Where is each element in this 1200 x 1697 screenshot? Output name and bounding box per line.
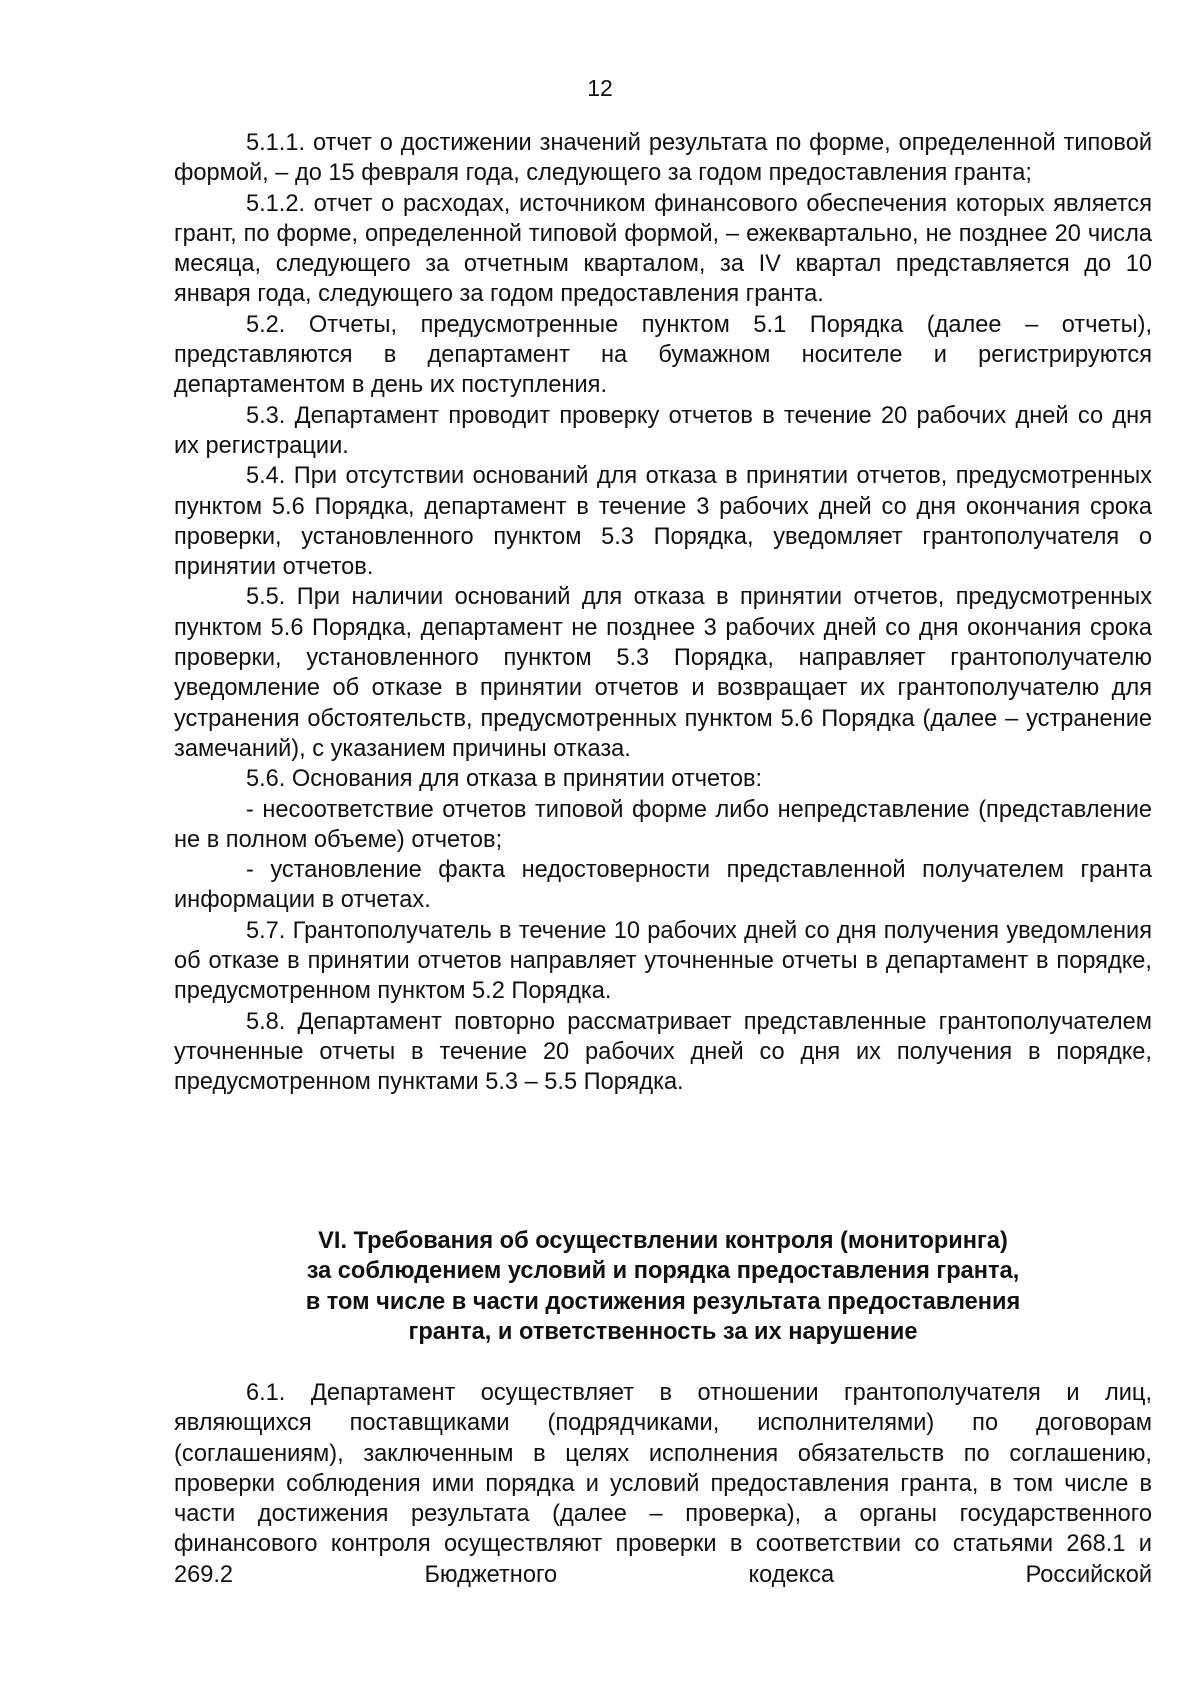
paragraph-5-2: 5.2. Отчеты, предусмотренные пунктом 5.1 Порядка (далее – отчеты), представляются в департамент на бумажном носителе и регистрируются департаментом в день их поступления. xyxy=(174,311,1152,399)
heading-line-2: за соблюдением условий и порядка предоставления гранта, xyxy=(306,1258,1020,1285)
paragraph-6-1: 6.1. Департамент осуществляет в отношении грантополучателя и лиц, являющихся поставщиками (подрядчиками, исполнителями) по договорам (соглашениям), заключенным в целях исполнения обязательств по соглашению, проверки соблюдения ими порядка и условий предоставления гранта, в том числе в части достижения результата (далее – проверка), а органы государственного финансового контроля осуществляют проверки в соответствии со статьями 268.1 и 269.2 Бюджетного кодекса Российской xyxy=(174,1380,1152,1588)
paragraph-5-8: 5.8. Департамент повторно рассматривает представленные грантополучателем уточненные отчеты в течение 20 рабочих дней со дня их получения в порядке, предусмотренном пунктами 5.3 – 5.5 Порядка. xyxy=(174,1008,1152,1096)
paragraph-5-4: 5.4. При отсутствии оснований для отказа в принятии отчетов, предусмотренных пунктом 5.6 Порядка, департамент в течение 3 рабочих дней со дня окончания срока проверки, установленного пунктом 5.3 Порядка, уведомляет грантополучателя о принятии отчетов. xyxy=(174,463,1152,581)
heading-line-3: в том числе в части достижения результата предоставления xyxy=(305,1288,1021,1315)
paragraph-5-5: 5.5. При наличии оснований для отказа в принятии отчетов, предусмотренных пунктом 5.6 Порядка, департамент не позднее 3 рабочих дней со дня окончания срока проверки, установленного пунктом 5.3 Порядка, направляет грантополучателю уведомление об отказе в принятии отчетов и возвращает их грантополучателю для устранения обстоятельств, предусмотренных пунктом 5.6 Порядка (далее – устранение замечаний), с указанием причины отказа. xyxy=(174,584,1152,762)
section-6-body xyxy=(174,1378,1152,1590)
section-6-heading xyxy=(174,1226,1152,1347)
heading-line-4: гранта, и ответственность за их нарушение xyxy=(408,1318,918,1345)
paragraph-5-1-1: 5.1.1. отчет о достижении значений результата по форме, определенной типовой формой, – до 15 февраля года, следующего за годом предоставления гранта; xyxy=(174,130,1152,187)
paragraph-5-6-item-1: - несоответствие отчетов типовой форме либо непредставление (представление не в полном объеме) отчетов; xyxy=(174,796,1152,853)
paragraph-5-6: 5.6. Основания для отказа в принятии отчетов: xyxy=(246,766,763,793)
paragraph-5-3: 5.3. Департамент проводит проверку отчетов в течение 20 рабочих дней со дня их регистрации. xyxy=(174,402,1152,459)
paragraph-5-7: 5.7. Грантополучатель в течение 10 рабочих дней со дня получения уведомления об отказе в принятии отчетов направляет уточненные отчеты в департамент в порядке, предусмотренном пунктом 5.2 Порядка. xyxy=(174,917,1152,1005)
page-number: 12 xyxy=(587,75,613,101)
section-5-body xyxy=(174,128,1152,1098)
paragraph-5-1-2: 5.1.2. отчет о расходах, источником финансового обеспечения которых является грант, по форме, определенной типовой формой, – ежеквартально, не позднее 20 числа месяца, следующего за отчетным кварталом, за IV квартал представляется до 10 января года, следующего за годом предоставления гранта. xyxy=(174,190,1152,308)
paragraph-5-6-item-2: - установление факта недостоверности представленной получателем гранта информации в отчетах. xyxy=(174,857,1152,914)
heading-line-1: VI. Требования об осуществлении контроля (мониторинга) xyxy=(318,1228,1008,1254)
